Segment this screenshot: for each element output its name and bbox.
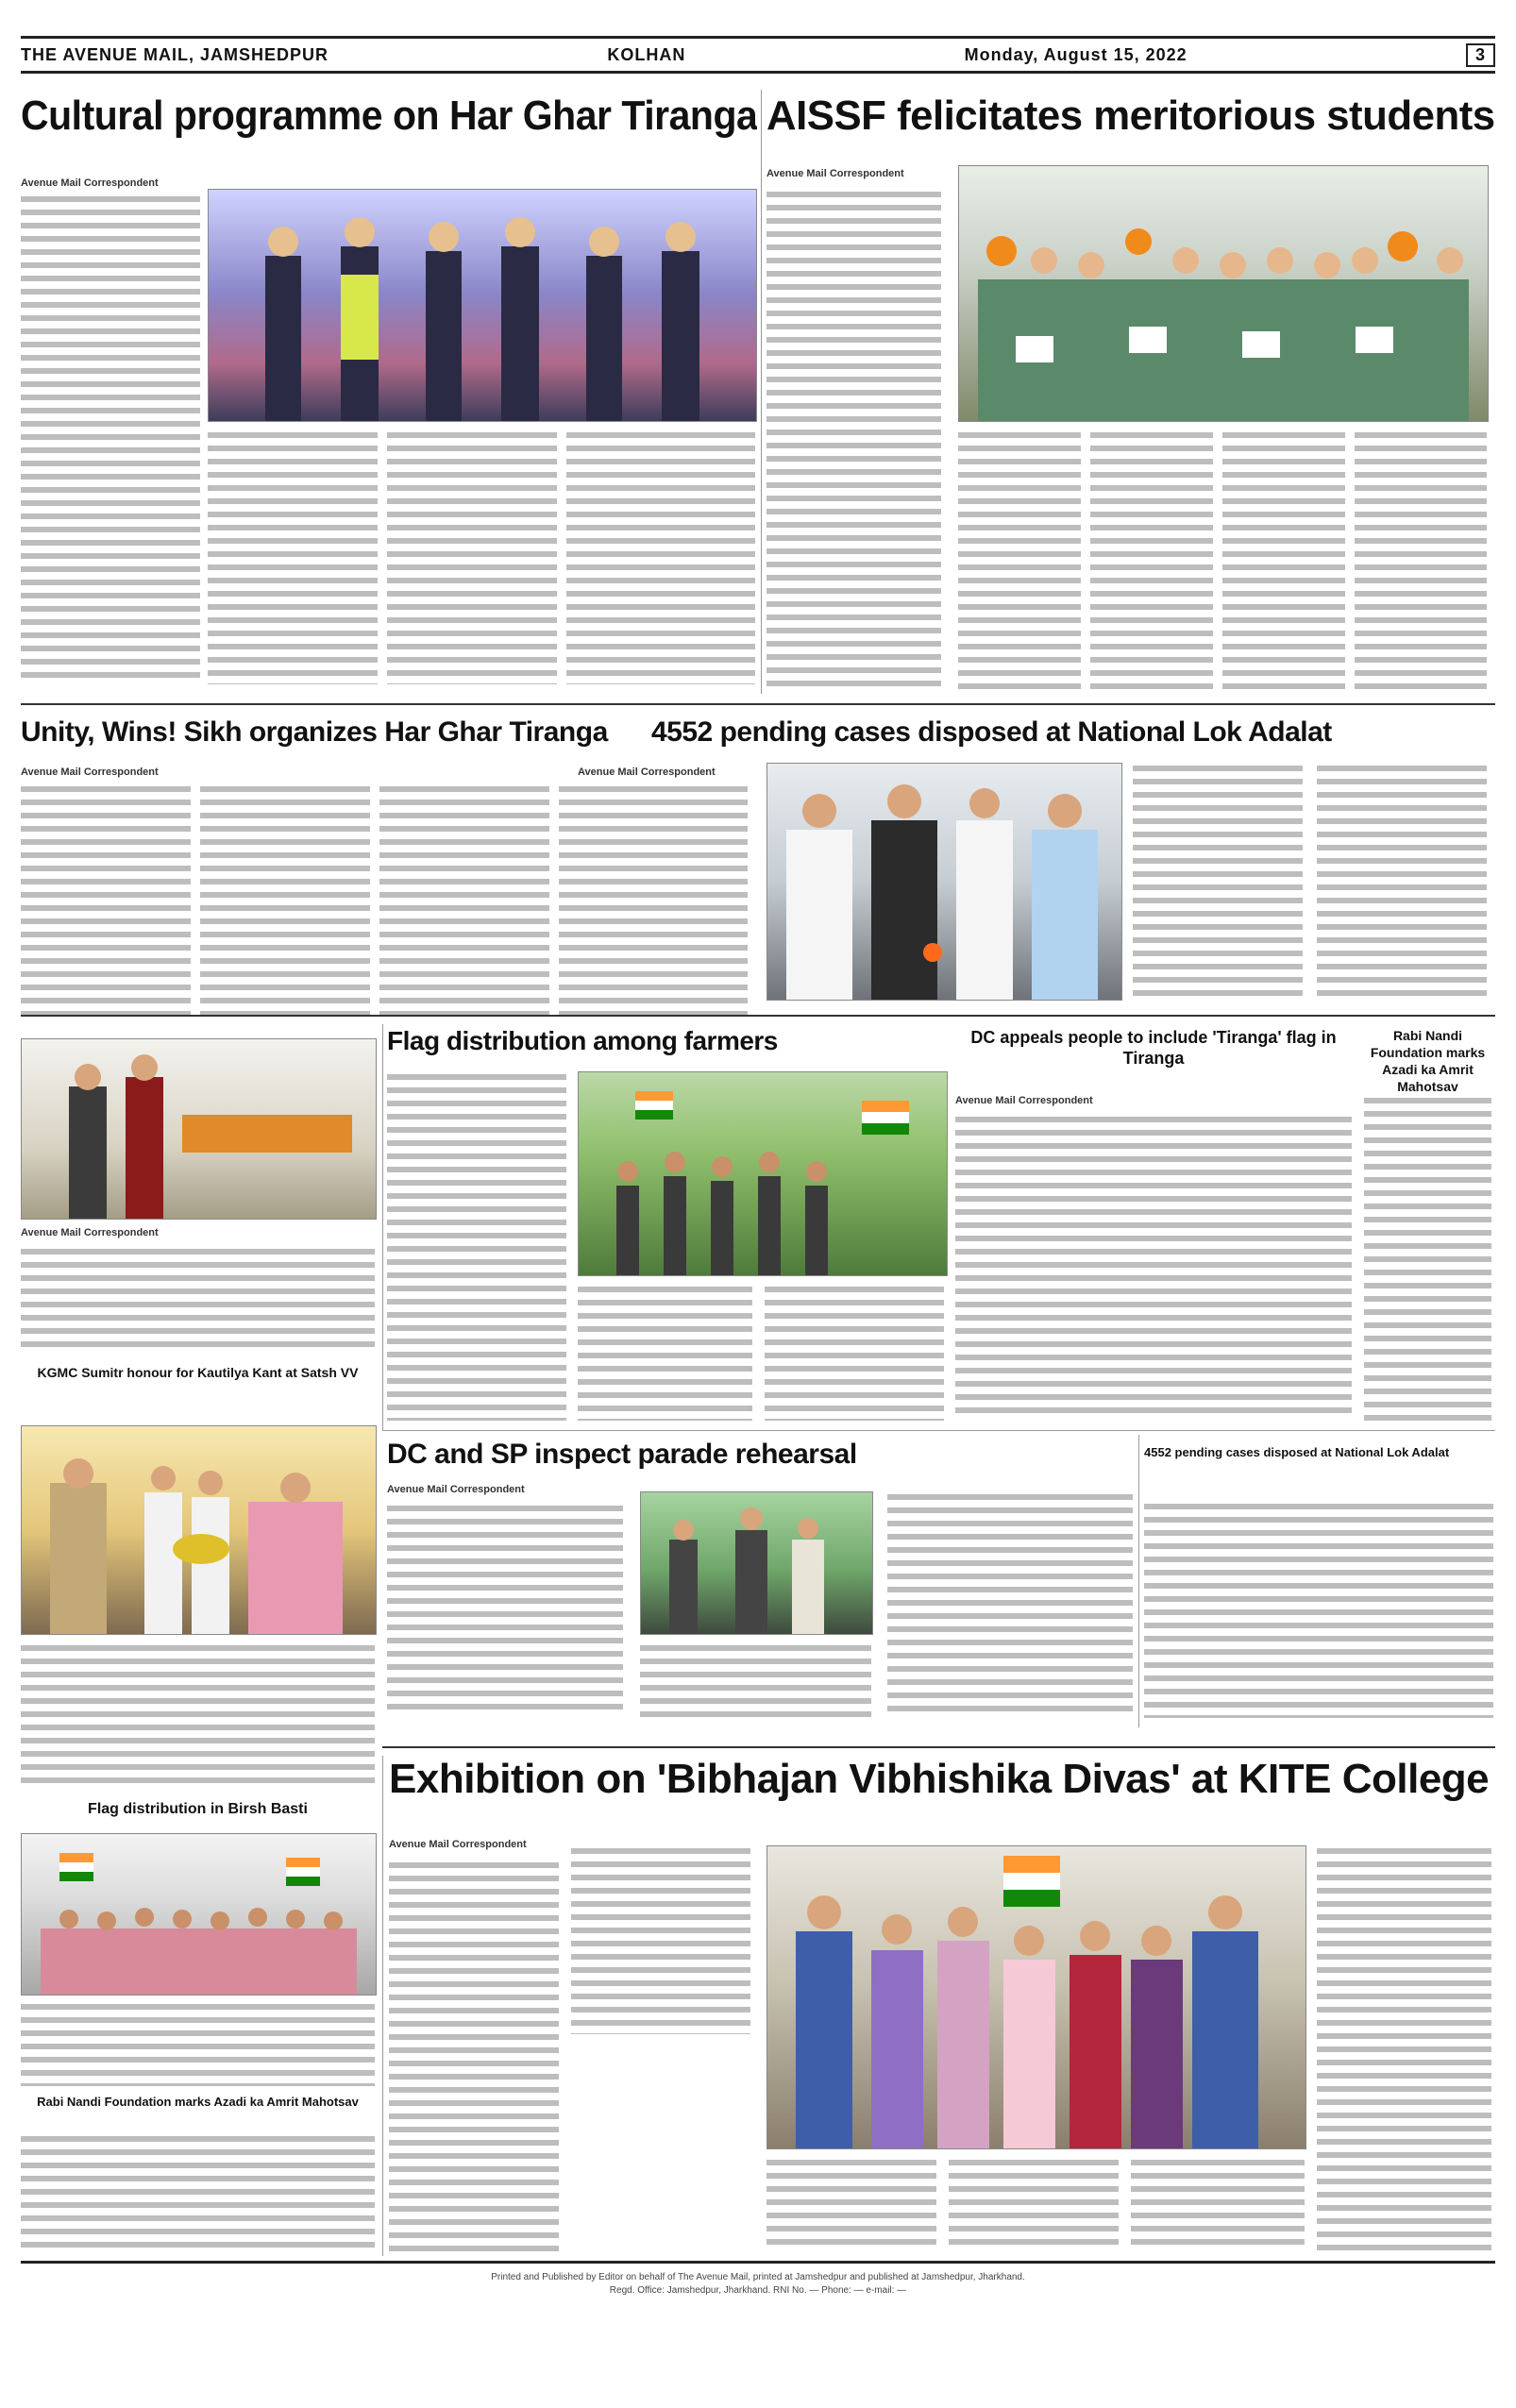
divider <box>21 1015 1495 1017</box>
body-a11-col5 <box>766 2157 936 2251</box>
divider <box>382 1746 1495 1748</box>
body-a3-col3 <box>379 783 549 1019</box>
body-a7 <box>21 1246 375 1350</box>
divider <box>382 1430 1495 1431</box>
body-a4-col1 <box>1133 763 1303 999</box>
body-a11-col6 <box>949 2157 1119 2251</box>
body-a1-col2 <box>208 429 378 684</box>
body-a2-col3 <box>1090 429 1213 689</box>
byline-a9: Avenue Mail Correspondent <box>387 1484 525 1495</box>
photo-lamp-lighting <box>208 189 757 422</box>
body-a2-col4 <box>1222 429 1345 689</box>
body-a4-col2 <box>1317 763 1487 999</box>
body-a5-col2 <box>578 1284 752 1421</box>
body-a3-col1 <box>21 783 191 1019</box>
body-a8 <box>21 1642 375 1784</box>
imprint-footer <box>21 2261 1495 2298</box>
photo-lok-adalat <box>766 763 1122 1001</box>
headline-a12-left: Rabi Nandi Foundation marks Azadi ka Amrit Mahotsav <box>37 2095 359 2109</box>
masthead-date: Monday, August 15, 2022 <box>964 44 1188 64</box>
headline-a10: Flag distribution in Birsh Basti <box>88 1801 308 1817</box>
headline-a11: Exhibition on 'Bibhajan Vibhishika Divas' at KITE College <box>389 1758 1490 1802</box>
headline-a4: 4552 pending cases disposed at National Lok Adalat <box>651 717 1332 748</box>
headline-a9: DC and SP inspect parade rehearsal <box>387 1440 857 1470</box>
body-a1-col4 <box>566 429 755 684</box>
masthead <box>21 36 1495 74</box>
photo-students-group <box>958 165 1489 422</box>
byline-a7: Avenue Mail Correspondent <box>21 1227 159 1238</box>
column-rule <box>382 1756 383 2256</box>
body-a3-col4 <box>559 783 748 1019</box>
body-a12 <box>1364 1095 1491 1421</box>
body-a9-col3 <box>887 1491 1133 1718</box>
body-a5-col1 <box>387 1071 566 1421</box>
headline-a1: Cultural programme on Har Ghar Tiranga <box>21 94 757 139</box>
body-a11-col7 <box>1131 2157 1305 2251</box>
byline-a3: Avenue Mail Correspondent <box>21 766 159 778</box>
headline-a2: AISSF felicitates meritorious students <box>766 94 1495 139</box>
photo-birsh-basti <box>21 1833 377 1995</box>
byline-a2: Avenue Mail Correspondent <box>766 168 904 179</box>
headline-a8: KGMC Sumitr honour for Kautilya Kant at Satsh VV <box>37 1365 359 1380</box>
body-a3-col2 <box>200 783 370 1019</box>
body-a2-col2 <box>958 429 1081 689</box>
body-a2-col1 <box>766 189 941 689</box>
body-a11-col1 <box>389 1860 559 2251</box>
body-a1-col1 <box>21 194 200 684</box>
photo-kgmc-honour <box>21 1425 377 1635</box>
body-a12-left <box>21 2133 375 2251</box>
photo-parade-rehearsal <box>640 1491 873 1635</box>
body-a6 <box>955 1114 1352 1421</box>
headline-a12: Rabi Nandi Foundation marks Azadi ka Amrit Mahotsav <box>1370 1028 1486 1094</box>
column-rule <box>382 1024 383 1430</box>
imprint-line-1: Printed and Published by Editor on behalf of The Avenue Mail, printed at Jamshedpur and published at Jamshedpur, Jharkhand. <box>491 2272 1025 2282</box>
body-right-block <box>1144 1501 1493 1718</box>
body-a1-col3 <box>387 429 557 684</box>
headline-a3: Unity, Wins! Sikh organizes Har Ghar Tiranga <box>21 717 608 748</box>
divider <box>21 703 1495 705</box>
body-a2-col5 <box>1355 429 1487 689</box>
body-a9-col2 <box>640 1642 871 1718</box>
photo-farmers-flags <box>578 1071 948 1276</box>
byline-a1: Avenue Mail Correspondent <box>21 177 159 189</box>
headline-a5: Flag distribution among farmers <box>387 1027 778 1055</box>
masthead-section: KOLHAN <box>607 44 686 64</box>
byline-a6: Avenue Mail Correspondent <box>955 1095 1093 1106</box>
byline-a11: Avenue Mail Correspondent <box>389 1839 527 1850</box>
body-a9-col1 <box>387 1503 623 1715</box>
page-number: 3 <box>1466 43 1495 67</box>
byline-a4: Avenue Mail Correspondent <box>578 766 716 778</box>
column-rule <box>1138 1435 1139 1727</box>
headline-a4-side: 4552 pending cases disposed at National Lok Adalat <box>1144 1445 1450 1459</box>
body-a11-col4 <box>1317 1845 1491 2251</box>
imprint-line-2: Regd. Office: Jamshedpur, Jharkhand. RNI No. — Phone: — e-mail: — <box>609 2285 907 2296</box>
masthead-paper-name: THE AVENUE MAIL, JAMSHEDPUR <box>21 44 329 64</box>
column-rule <box>761 90 762 694</box>
headline-a6: DC appeals people to include 'Tiranga' flag in Tiranga <box>970 1028 1337 1068</box>
body-a11-col2 <box>571 1845 750 2034</box>
body-a5-col3 <box>765 1284 944 1421</box>
photo-jslps <box>21 1038 377 1220</box>
photo-exhibition <box>766 1845 1306 2149</box>
body-a10 <box>21 2001 375 2086</box>
